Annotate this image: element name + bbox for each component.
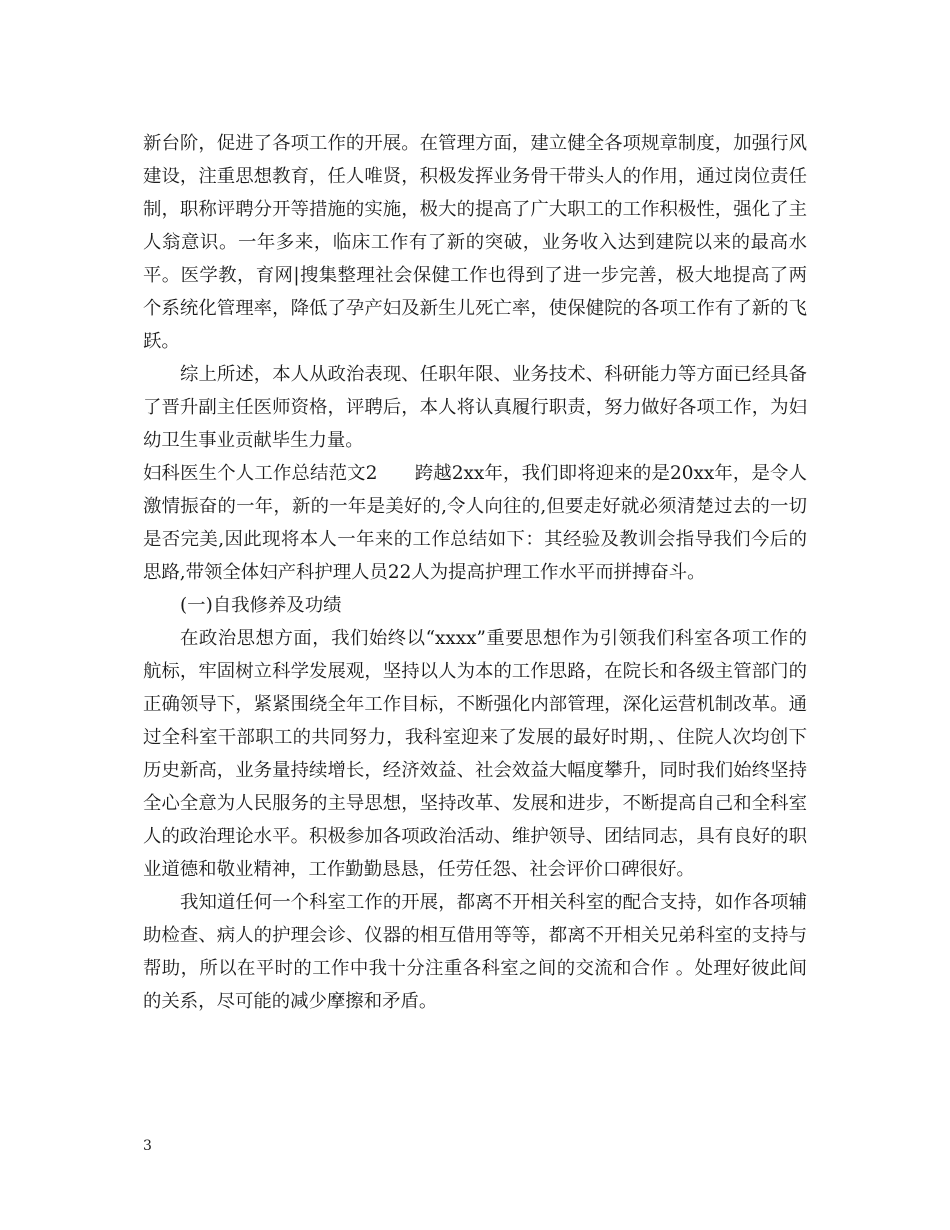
section-heading-paragraph: 妇科医生个人工作总结范文2 跨越2xx年，我们即将迎来的是20xx年，是令人激情振奋的一年，新的一年是美好的,令人向往的,但要走好就必须清楚过去的一切是否完美,因此现将本人一年来的工作总结如下：其经验及教训会指导我们今后的思路,带领全体妇产科护理人员22人为提高护理工作水平而拼搏奋斗。 <box>143 463 807 583</box>
body-paragraph: 在政治思想方面，我们始终以“xxxx”重要思想作为引领我们科室各项工作的航标，牢固树立科学发展观，坚持以人为本的工作思路，在院长和各级主管部门的正确领导下，紧紧围绕全年工作目标，不断强化内部管理，深化运营机制改革。通过全科室干部职工的共同努力，我科室迎来了发展的最好时期，、住院人次均创下历史新高，业务量持续增长，经济效益、社会效益大幅度攀升，同时我们始终坚持全心全意为人民服务的主导思想，坚持改革、发展和进步，不断提高自己和全科室人的政治理论水平。积极参加各项政治活动、维护领导、团结同志，具有良好的职业道德和敬业精神，工作勤勤恳恳，任劳任怨、社会评价口碑很好。 <box>143 628 807 880</box>
subsection-heading: (一)自我修养及功绩 <box>180 595 342 616</box>
body-paragraph: 新台阶，促进了各项工作的开展。在管理方面，建立健全各项规章制度，加强行风建设，注重思想教育，任人唯贤，积极发挥业务骨干带头人的作用，通过岗位责任制，职称评聘分开等措施的实施，极大的提高了广大职工的工作积极性，强化了主人翁意识。一年多来，临床工作有了新的突破，业务收入达到建院以来的最高水平。医学教，育网|搜集整理社会保健工作也得到了进一步完善，极大地提高了两个系统化管理率，降低了孕产妇及新生儿死亡率，使保健院的各项工作有了新的飞跃。 <box>143 133 807 352</box>
document-body <box>143 127 807 1018</box>
body-paragraph: 综上所述，本人从政治表现、任职年限、业务技术、科研能力等方面已经具备了晋升副主任医师资格，评聘后，本人将认真履行职责，努力做好各项工作，为妇幼卫生事业贡献毕生力量。 <box>143 364 807 451</box>
page-number: 3 <box>143 1138 152 1154</box>
body-paragraph: 我知道任何一个科室工作的开展，都离不开相关科室的配合支持，如作各项辅助检查、病人的护理会诊、仪器的相互借用等等，都离不开相关兄弟科室的支持与帮助，所以在平时的工作中我十分注重各科室之间的交流和合作 。处理好彼此间的关系，尽可能的减少摩擦和矛盾。 <box>143 892 807 1012</box>
